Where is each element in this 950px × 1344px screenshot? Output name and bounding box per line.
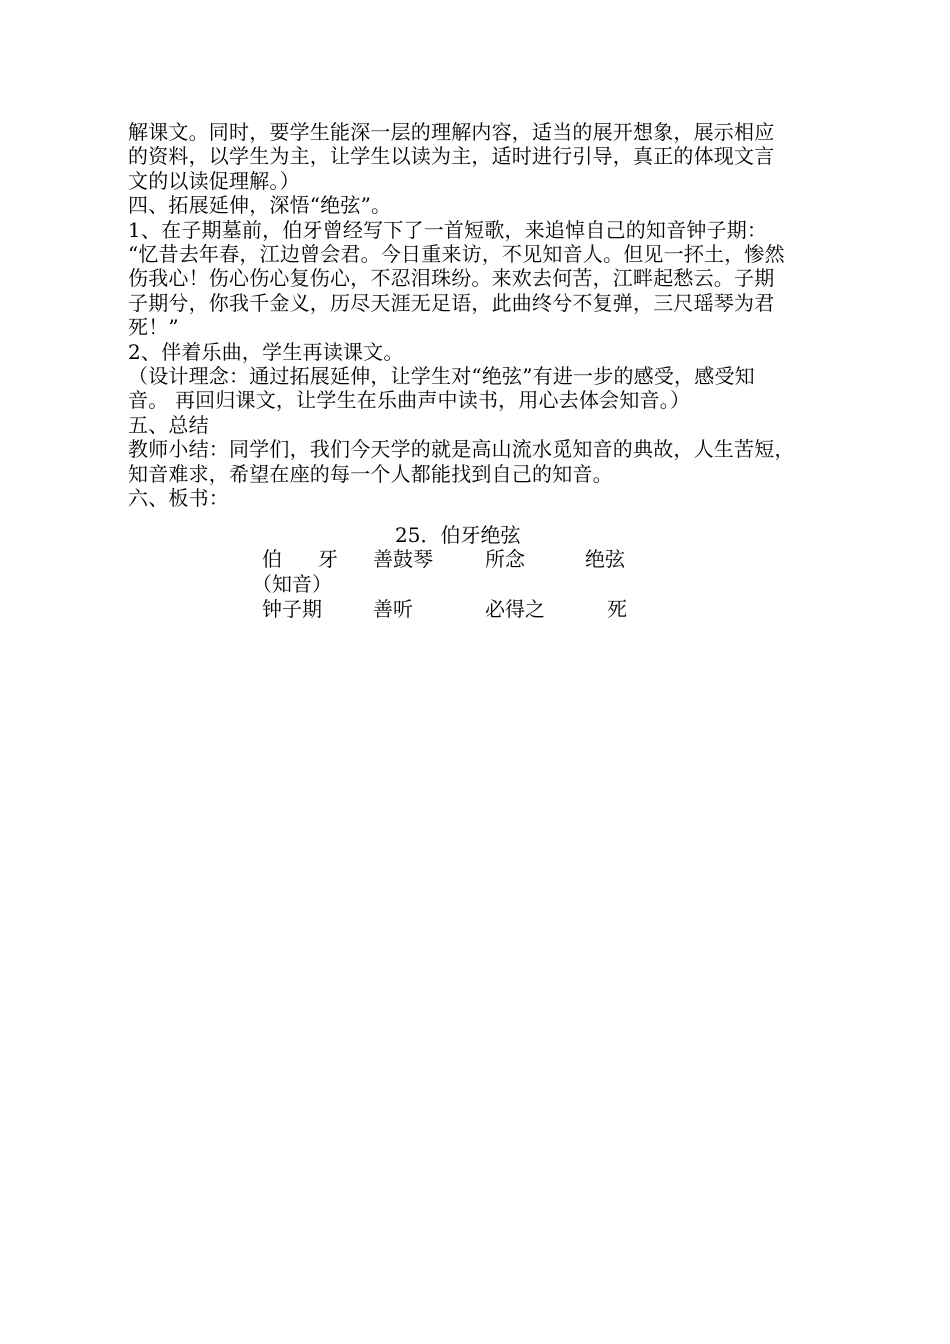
text-line: 教师小结：同学们，我们今天学的就是高山流水觅知音的典故，人生苦短， [128, 437, 795, 462]
poem-line: 子期兮，你我千金义，历尽天涯无足语，此曲终兮不复弹，三尺瑶琴为君 [128, 290, 775, 315]
board-cell: 善听 [373, 597, 413, 621]
board-cell: 绝弦 [585, 547, 625, 571]
text-line: 解课文。同时，要学生能深一层的理解内容，适当的展开想象，展示相应 [128, 120, 775, 144]
board-cell: 善鼓琴 [373, 547, 433, 571]
text-line: 的资料，以学生为主，让学生以读为主，适时进行引导，真正的体现文言 [128, 144, 775, 169]
text-line: 1、在子期墓前，伯牙曾经写下了一首短歌，来追悼自己的知音钟子期： [128, 217, 768, 242]
poem-line: 死！” [128, 315, 179, 340]
text-line: 文的以读促理解。） [128, 168, 300, 193]
section-heading: 六、板书： [128, 486, 229, 511]
text-line: 知音难求，希望在座的每一个人都能找到自己的知音。 [128, 461, 613, 486]
poem-line: “忆昔去年春，江边曾会君。今日重来访，不见知音人。但见一抔土，惨然 [128, 242, 785, 267]
section-heading: 四、拓展延伸，深悟“绝弦”。 [128, 193, 392, 218]
text-line: 音。 再回归课文，让学生在乐曲声中读书，用心去体会知音。） [128, 388, 691, 413]
board-cell: 必得之 [485, 597, 545, 621]
text-line: （设计理念：通过拓展延伸，让学生对“绝弦”有进一步的感受，感受知 [128, 364, 755, 389]
board-cell: 所念 [485, 547, 525, 571]
board-middle-label: （知音） [252, 572, 332, 596]
section-heading: 五、总结 [128, 412, 209, 437]
document-body [128, 120, 838, 511]
text-line: 2、伴着乐曲，学生再读课文。 [128, 339, 404, 364]
board-cell: 伯 [262, 547, 282, 571]
poem-line: 伤我心！伤心伤心复伤心，不忍泪珠纷。来欢去何苦，江畔起愁云。子期 [128, 266, 775, 291]
board-cell: 牙 [318, 547, 338, 571]
board-title: 25．伯牙绝弦 [395, 523, 521, 547]
board-cell: 死 [607, 597, 627, 621]
board-cell: 钟子期 [262, 597, 322, 621]
